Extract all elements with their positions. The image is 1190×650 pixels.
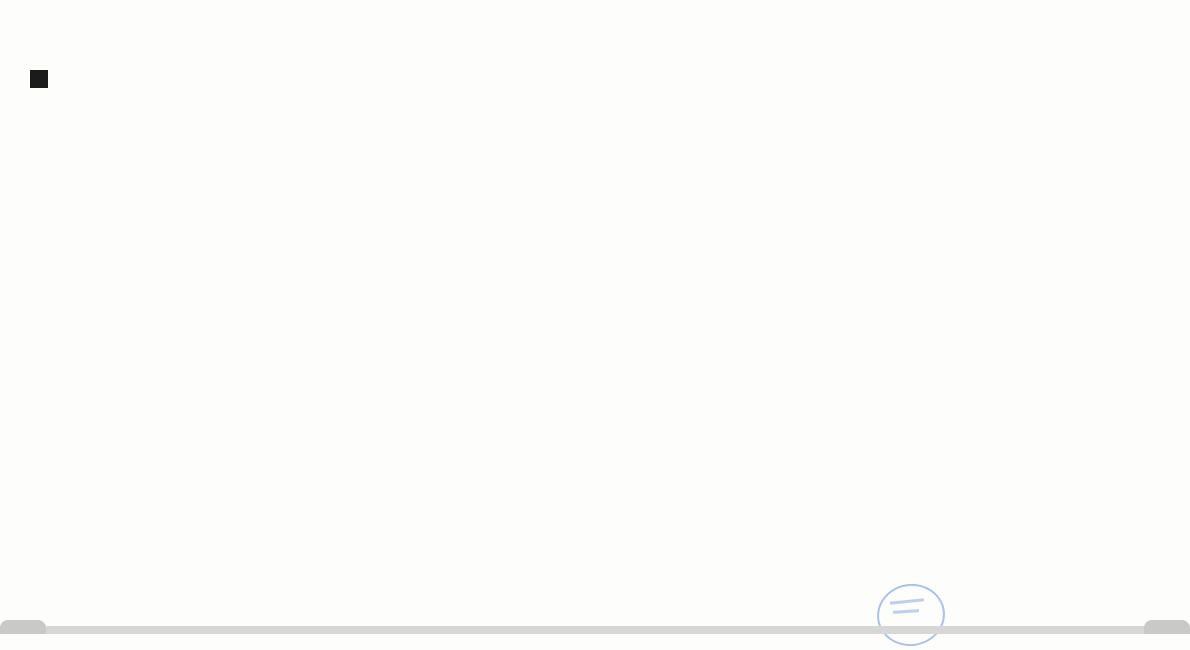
official-seal-mark bbox=[890, 598, 924, 605]
official-seal-mark bbox=[893, 609, 919, 614]
official-seal-icon bbox=[873, 580, 949, 650]
highlight-box bbox=[30, 70, 48, 88]
bottom-left-corner bbox=[0, 620, 46, 634]
bottom-right-corner bbox=[1144, 620, 1190, 634]
bottom-edge-bar bbox=[0, 626, 1190, 634]
